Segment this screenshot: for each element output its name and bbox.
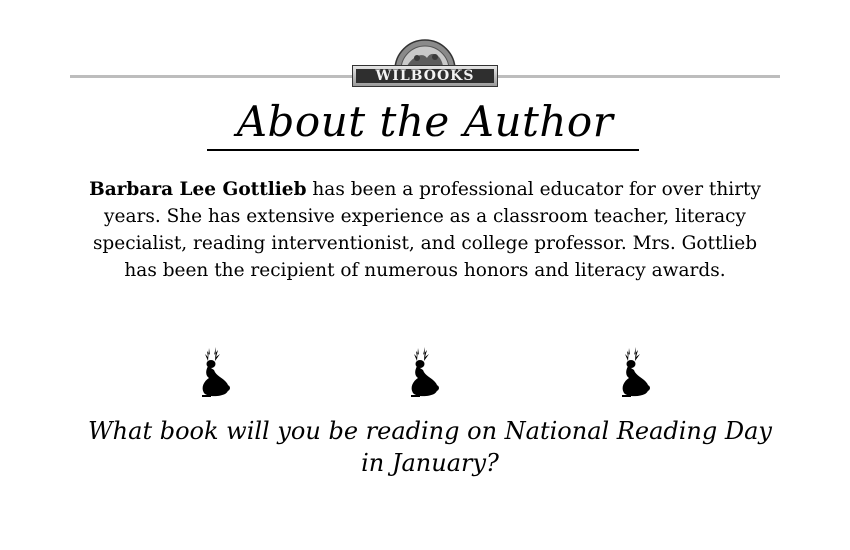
header-rule-left (70, 75, 354, 78)
bio-line-3: specialist, reading interventionist, and college professor. Mrs. Gottlieb (92, 233, 758, 254)
bio-text-1: has been a professional educator for over thirty (306, 179, 761, 200)
header-rule-right (496, 75, 780, 78)
reading-day-question (60, 415, 800, 479)
jackalope-silhouette-icon (617, 346, 651, 398)
author-bio (45, 176, 805, 284)
jackalope-silhouette-icon (197, 346, 231, 398)
jackalope-silhouette-icon (406, 346, 440, 398)
question-line-2: in January? (361, 449, 499, 477)
author-name: Barbara Lee Gottlieb (89, 179, 307, 200)
title-underline (207, 149, 639, 151)
bio-line-1 (45, 176, 805, 203)
question-line-1: What book will you be reading on National Reading Day (88, 417, 772, 445)
page-title: About the Author (236, 97, 614, 146)
bio-line-4: has been the recipient of numerous honors and literacy awards. (124, 260, 726, 281)
bio-line-2: years. She has extensive experience as a classroom teacher, literacy (104, 206, 746, 227)
wilbooks-logo (352, 38, 498, 90)
logo-text: WILBOOKS (375, 68, 475, 84)
logo-plate (352, 65, 498, 87)
